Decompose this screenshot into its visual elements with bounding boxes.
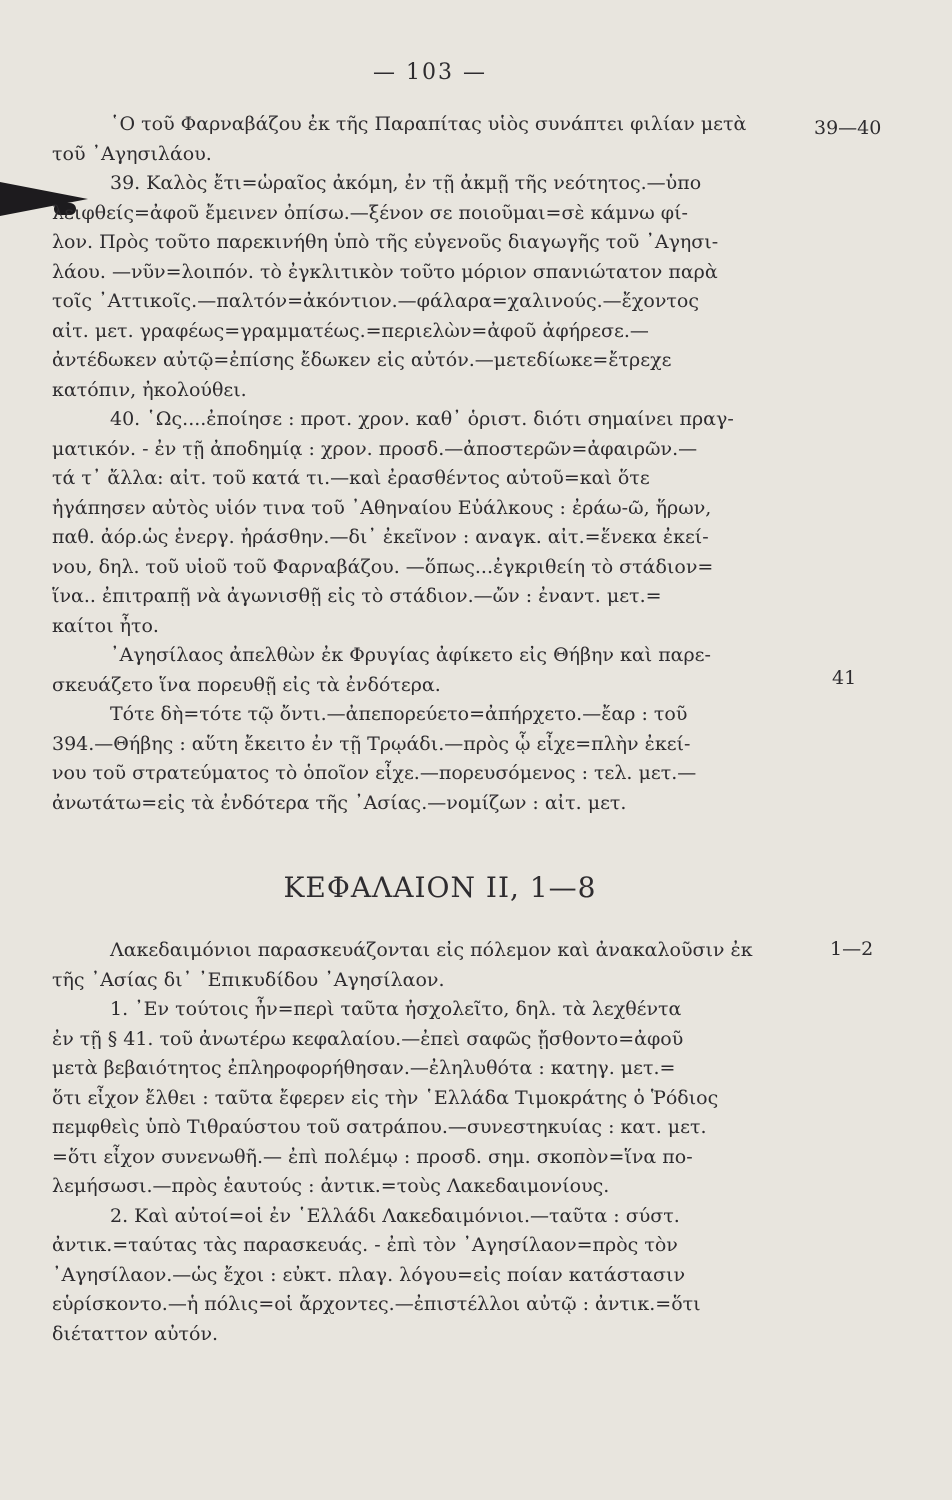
margin-ref-41: 41: [832, 667, 857, 689]
text-line: ἀνωτάτω=εἰς τὰ ἐνδότερα τῆς ᾿Ασίας.—νομίζων : αἰτ. μετ.: [52, 791, 627, 814]
text-line: καίτοι ἦτο.: [52, 614, 159, 637]
text-line: ᾿Αγησίλαον.—ὡς ἔχοι : εὐκτ. πλαγ. λόγου=εἰς ποίαν κατάστασιν: [52, 1263, 686, 1286]
text-line: ἠγάπησεν αὐτὸς υἱόν τινα τοῦ ᾿Αθηναίου Εὐάλκους : ἐράω-ῶ, ἥρων,: [52, 496, 712, 519]
text-line: 394.—Θήβης : αὕτη ἔκειτο ἐν τῇ Τρῳάδι.—πρὸς ᾧ εἶχε=πλὴν ἐκεί-: [52, 732, 691, 755]
text-line: παθ. ἀόρ.ὡς ἐνεργ. ἠράσθην.—δι᾿ ἐκεῖνον : αναγκ. αἰτ.=ἕνεκα ἐκεί-: [52, 526, 709, 548]
text-line: τοῖς ᾿Αττικοῖς.—παλτόν=ἀκόντιον.—φάλαρα=χαλινούς.—ἔχοντος: [52, 290, 699, 312]
text-line: ῾Ο τοῦ Φαρναβάζου ἐκ τῆς Παραπίτας υἱὸς συνάπτει φιλίαν μετὰ: [110, 113, 747, 135]
text-line: λον. Πρὸς τοῦτο παρεκινήθη ὑπὸ τῆς εὐγενοῦς διαγωγῆς τοῦ ᾿Αγησι-: [52, 231, 719, 253]
text-line: ἐν τῇ § 41. τοῦ ἀνωτέρω κεφαλαίου.—ἐπεὶ σαφῶς ᾔσθοντο=ἀφοῦ: [52, 1027, 684, 1050]
text-line: λειφθείς=ἀφοῦ ἔμεινεν ὀπίσω.—ξένον σε ποιοῦμαι=σὲ κάμνω φί-: [52, 201, 688, 224]
text-line: =ὅτι εἶχον συνενωθῆ.— ἐπὶ πολέμῳ : προσδ. σημ. σκοπὸν=ἵνα πο-: [52, 1145, 693, 1168]
text-line: Λακεδαιμόνιοι παρασκευάζονται εἰς πόλεμον καὶ ἀνακαλοῦσιν ἐκ: [110, 939, 753, 961]
text-line: πεμφθεὶς ὑπὸ Τιθραύστου τοῦ σατράπου.—συνεστηκυίας : κατ. μετ.: [52, 1116, 707, 1138]
text-line: τοῦ ᾿Αγησιλάου.: [52, 142, 212, 165]
text-line: εὑρίσκοντο.—ἡ πόλις=οἱ ἄρχοντες.—ἐπιστέλλοι αὐτῷ : ἀντικ.=ὅτι: [52, 1293, 701, 1315]
text-line: ἀντέδωκεν αὐτῷ=ἐπίσης ἔδωκεν εἰς αὐτόν.—μετεδίωκε=ἔτρεχε: [52, 349, 672, 371]
text-line: ᾿Αγησίλαος ἀπελθὼν ἐκ Φρυγίας ἀφίκετο εἰς Θήβην καὶ παρε-: [110, 644, 711, 666]
text-line: μετὰ βεβαιότητος ἐπληροφορήθησαν.—ἐληλυθότα : κατηγ. μετ.=: [52, 1057, 676, 1079]
commentary-block-2: [52, 936, 837, 1349]
text-line: 1. ᾿Εν τούτοις ἦν=περὶ ταῦτα ἠσχολεῖτο, δηλ. τὰ λεχθέντα: [110, 998, 682, 1020]
chapter-heading: ΚΕΦΑΛΑΙΟΝ II, 1—8: [283, 871, 597, 904]
text-line: Τότε δὴ=τότε τῷ ὄντι.—ἀπεπορεύετο=ἀπήρχετο.—ἔαρ : τοῦ: [110, 703, 688, 725]
text-line: ἀντικ.=ταύτας τὰς παρασκευάς. - ἐπὶ τὸν ᾿Αγησίλαον=πρὸς τὸν: [52, 1234, 678, 1256]
margin-ref-39-40: 39—40: [814, 117, 882, 139]
text-line: νου, δηλ. τοῦ υἱοῦ τοῦ Φαρναβάζου. —ὅπως...ἐγκριθείη τὸ στάδιον=: [52, 555, 714, 578]
text-line: 39. Καλὸς ἔτι=ὡραῖος ἀκόμη, ἐν τῇ ἀκμῇ τῆς νεότητος.—ὑπο: [110, 172, 702, 194]
text-line: 40. ῾Ως....ἐποίησε : προτ. χρον. καθ᾿ ὁριστ. διότι σημαίνει πραγ-: [110, 408, 734, 430]
text-line: διέταττον αὐτόν.: [52, 1322, 219, 1345]
text-line: λεμήσωσι.—πρὸς ἑαυτούς : ἀντικ.=τοὺς Λακεδαιμονίους.: [52, 1175, 610, 1197]
text-line: τά τ᾿ ἄλλα: αἰτ. τοῦ κατά τι.—καὶ ἐρασθέντος αὐτοῦ=καὶ ὅτε: [52, 467, 650, 489]
text-line: ὅτι εἶχον ἔλθει : ταῦτα ἔφερεν εἰς τὴν ῾Ελλάδα Τιμοκράτης ὁ Ῥόδιος: [52, 1086, 719, 1109]
commentary-block-1: [52, 110, 837, 818]
text-line: τῆς ᾿Ασίας δι᾿ ᾿Επικυδίδου ᾿Αγησίλαον.: [52, 968, 445, 991]
text-line: λάου. —νῦν=λοιπόν. τὸ ἐγκλιτικὸν τοῦτο μόριον σπανιώτατον παρὰ: [52, 260, 718, 283]
text-line: ματικόν. - ἐν τῇ ἀποδημίᾳ : χρον. προσδ.—ἀποστερῶν=ἀφαιρῶν.—: [52, 437, 698, 460]
text-line: νου τοῦ στρατεύματος τὸ ὁποῖον εἶχε.—πορευσόμενος : τελ. μετ.—: [52, 762, 697, 784]
text-line: ἵνα.. ἐπιτραπῇ νὰ ἀγωνισθῇ εἰς τὸ στάδιον.—ὤν : ἐναντ. μετ.=: [52, 585, 662, 607]
margin-ref-1-2: 1—2: [830, 938, 874, 960]
page-number: — 103 —: [373, 60, 487, 85]
text-line: σκευάζετο ἵνα πορευθῇ εἰς τὰ ἐνδότερα.: [52, 673, 441, 696]
text-line: κατόπιν, ἠκολούθει.: [52, 378, 247, 401]
text-line: αἰτ. μετ. γραφέως=γραμματέως.=περιελὼν=ἀφοῦ ἀφήρεσε.—: [52, 319, 649, 342]
text-line: 2. Καὶ αὐτοί=οἱ ἐν ῾Ελλάδι Λακεδαιμόνιοι.—ταῦτα : σύστ.: [110, 1204, 680, 1227]
